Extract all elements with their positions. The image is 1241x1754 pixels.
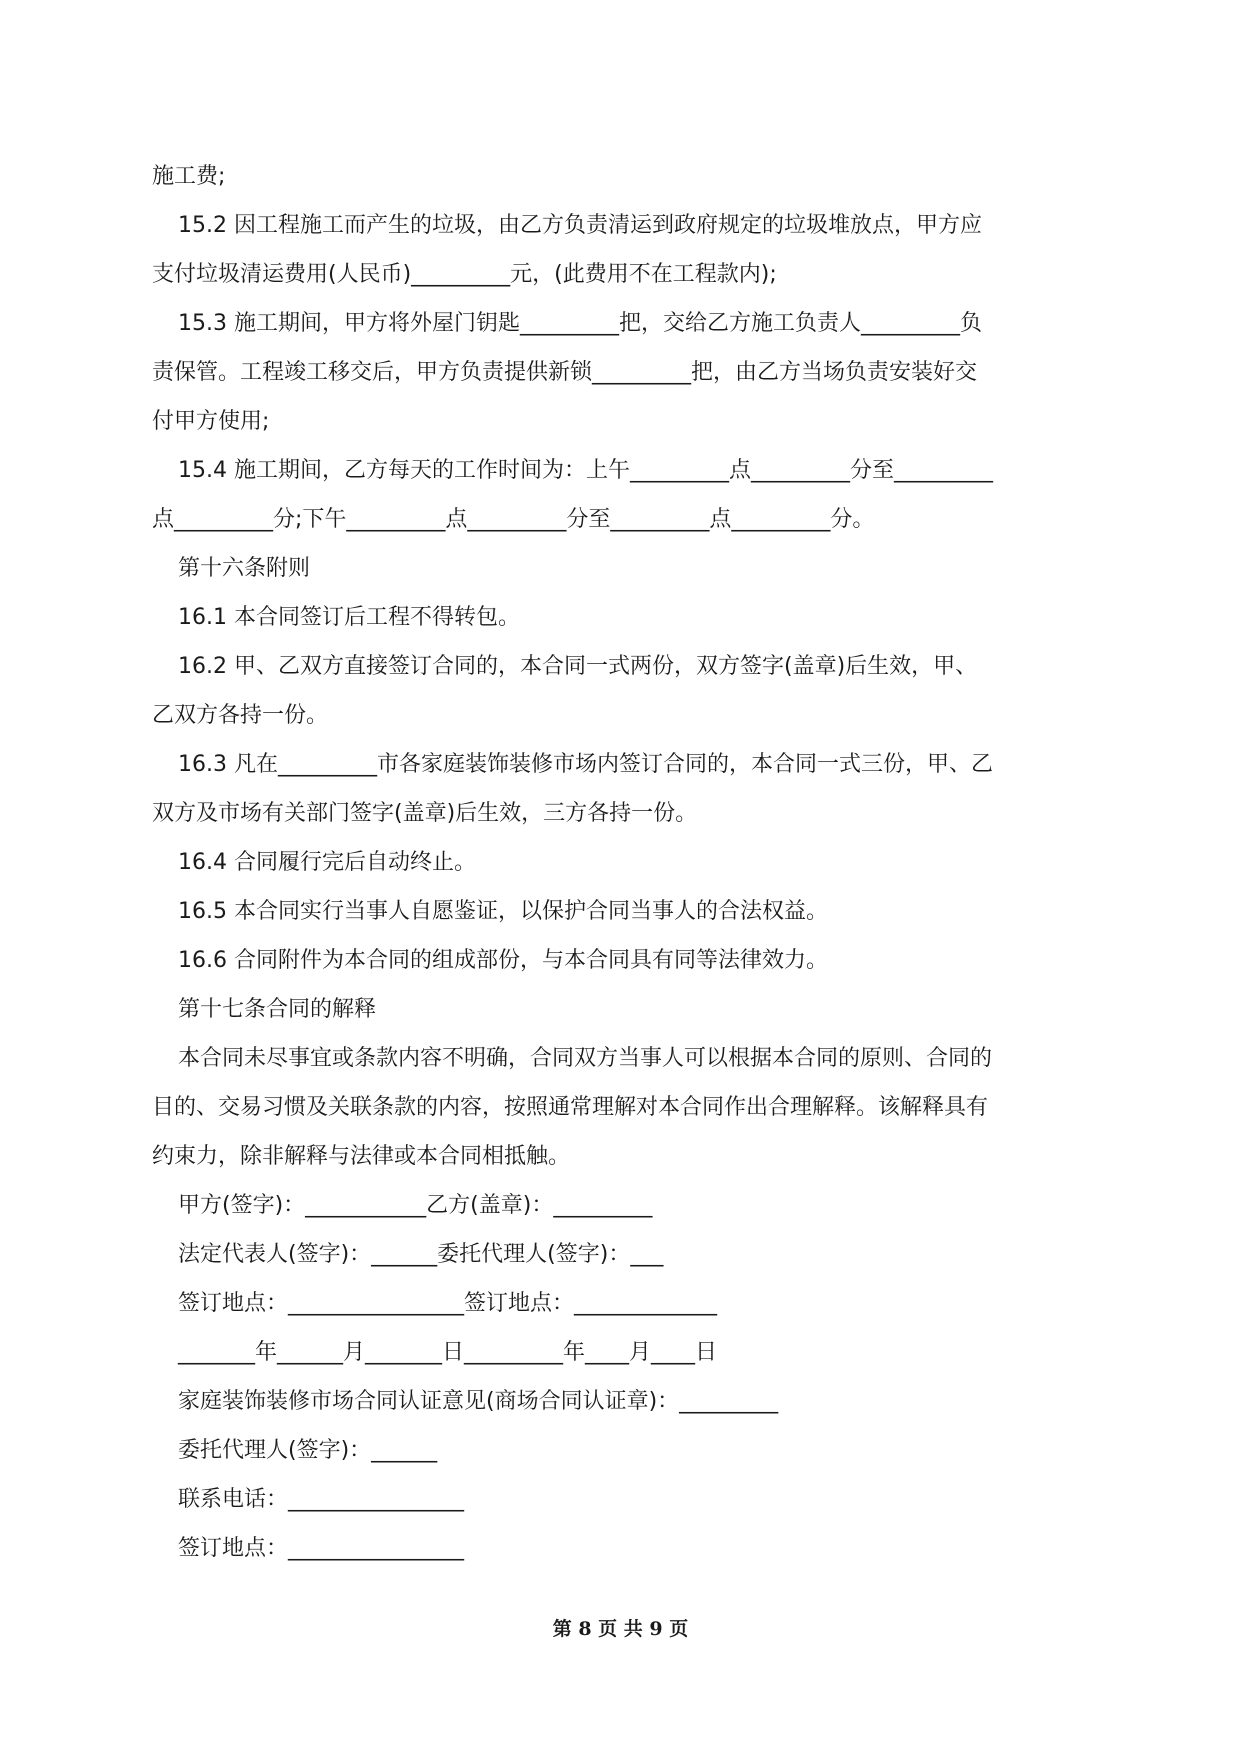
text-line: 目的、交易习惯及关联条款的内容，按照通常理解对本合同作出合理解释。该解释具有 xyxy=(152,1095,989,1120)
text-line: 甲方(签字)：___________乙方(盖章)：_________ xyxy=(178,1193,653,1218)
text-line: 责保管。工程竣工移交后，甲方负责提供新锁_________把，由乙方当场负责安装好交 xyxy=(152,360,978,385)
text-line: 委托代理人(签字)：______ xyxy=(178,1438,438,1463)
text-line: 16.2 甲、乙双方直接签订合同的，本合同一式两份，双方签字(盖章)后生效，甲、 xyxy=(178,654,978,679)
text-line: 乙双方各持一份。 xyxy=(152,703,329,728)
text-line: 施工费; xyxy=(152,164,226,189)
text-line: 法定代表人(签字)：______委托代理人(签字)：___ xyxy=(178,1242,664,1267)
text-line: 15.3 施工期间，甲方将外屋门钥匙_________把，交给乙方施工负责人_________负 xyxy=(178,311,982,336)
text-line: 15.2 因工程施工而产生的垃圾，由乙方负责清运到政府规定的垃圾堆放点，甲方应 xyxy=(178,213,982,238)
text-line: 16.5 本合同实行当事人自愿鉴证，以保护合同当事人的合法权益。 xyxy=(178,899,828,924)
page-number-footer: 第 8 页 共 9 页 xyxy=(552,1618,689,1640)
text-line: 第十六条附则 xyxy=(178,556,311,581)
text-line: 16.3 凡在_________市各家庭装饰装修市场内签订合同的，本合同一式三份，甲、乙 xyxy=(178,752,993,777)
text-line: 16.4 合同履行完后自动终止。 xyxy=(178,850,476,875)
text-line: 双方及市场有关部门签字(盖章)后生效，三方各持一份。 xyxy=(152,801,698,826)
text-line: 点_________分;下午_________点_________分至_________点_________分。 xyxy=(152,507,875,532)
text-line: _______年______月_______日_________年____月____日 xyxy=(178,1340,718,1365)
text-line: 联系电话：________________ xyxy=(178,1487,465,1512)
text-line: 约束力，除非解释与法律或本合同相抵触。 xyxy=(152,1144,571,1169)
text-line: 16.6 合同附件为本合同的组成部份，与本合同具有同等法律效力。 xyxy=(178,948,828,973)
text-line: 家庭装饰装修市场合同认证意见(商场合同认证章)：_________ xyxy=(178,1389,779,1414)
document-body xyxy=(152,152,1094,1573)
text-line: 付甲方使用; xyxy=(152,409,270,434)
text-line: 16.1 本合同签订后工程不得转包。 xyxy=(178,605,520,630)
text-line: 签订地点：________________ xyxy=(178,1536,465,1561)
text-line: 签订地点：________________签订地点：_____________ xyxy=(178,1291,718,1316)
text-line: 本合同未尽事宜或条款内容不明确，合同双方当事人可以根据本合同的原则、合同的 xyxy=(178,1046,993,1071)
text-line: 第十七条合同的解释 xyxy=(178,997,377,1022)
text-line: 支付垃圾清运费用(人民币)_________元，(此费用不在工程款内); xyxy=(152,262,777,287)
text-line: 15.4 施工期间，乙方每天的工作时间为：上午_________点_________分至_________ xyxy=(178,458,993,483)
